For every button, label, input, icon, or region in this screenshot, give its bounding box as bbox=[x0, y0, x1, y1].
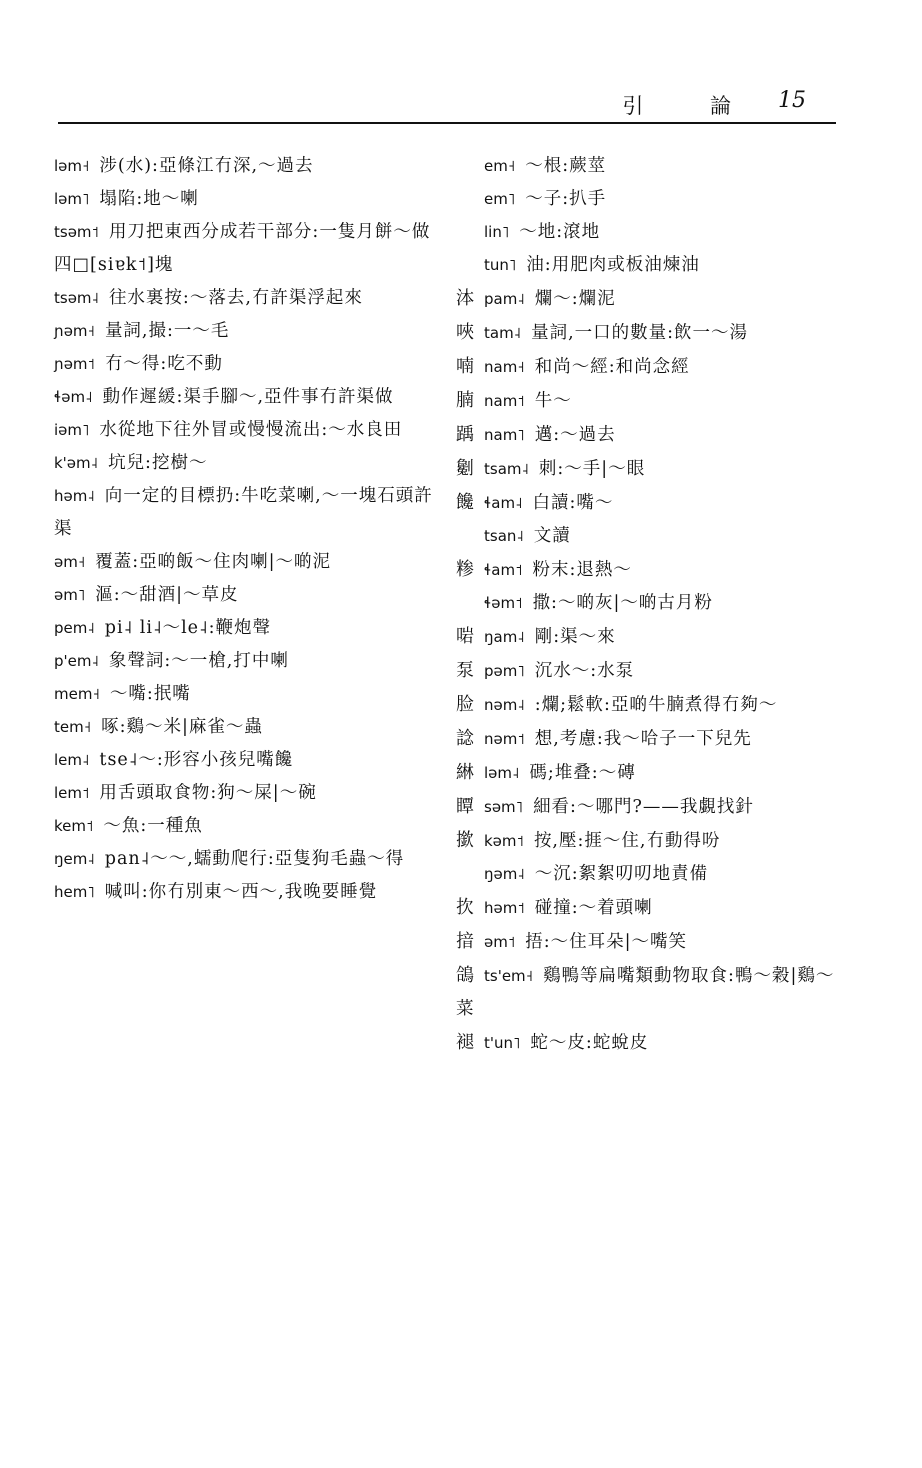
entry-definition: ～嘴:抿嘴 bbox=[109, 684, 191, 704]
entry-definition: 坑兒:挖樹～ bbox=[108, 453, 208, 473]
entry-character: 揞 bbox=[456, 931, 474, 952]
entry-definition: 碰撞:～着頭喇 bbox=[534, 898, 653, 918]
entry-character: 糁 bbox=[456, 559, 474, 580]
entry-definition: 動作遲緩:渠手腳～,亞件事冇許渠做 bbox=[102, 387, 394, 407]
entry-definition: 蛇～皮:蛇蛻皮 bbox=[530, 1033, 649, 1053]
entry-definition: pi˨ li˨～le˨:鞭炮聲 bbox=[104, 618, 272, 638]
entry-character: 劖 bbox=[456, 458, 474, 479]
entry-pronunciation: tsam˨ bbox=[484, 460, 529, 478]
dictionary-entry bbox=[456, 824, 838, 858]
entry-definition: 碼;堆叠:～磚 bbox=[529, 763, 636, 783]
entry-definition: 捂:～住耳朵|～嘴笑 bbox=[525, 932, 688, 952]
dictionary-entry bbox=[54, 546, 438, 579]
entry-pronunciation: pam˨ bbox=[484, 290, 525, 308]
dictionary-entry bbox=[456, 925, 838, 959]
dictionary-entry bbox=[54, 612, 438, 645]
dictionary-entry bbox=[456, 150, 838, 183]
dictionary-entry bbox=[54, 645, 438, 678]
entry-pronunciation: hem˥ bbox=[54, 883, 95, 901]
entry-character: 饞 bbox=[456, 492, 474, 513]
dictionary-entry bbox=[54, 777, 438, 810]
dictionary-entry bbox=[54, 810, 438, 843]
dictionary-entry bbox=[456, 350, 838, 384]
dictionary-entry bbox=[456, 316, 838, 350]
entry-definition: 粉末:退熱～ bbox=[532, 560, 632, 580]
dictionary-entry bbox=[456, 520, 838, 553]
entry-pronunciation: ɲəm˧ bbox=[54, 322, 95, 340]
entry-definition: 喊叫:你冇別東～西～,我晚要睡覺 bbox=[104, 882, 378, 902]
entry-definition: ～沉:絮絮叨叨地責備 bbox=[534, 864, 709, 884]
dictionary-entry bbox=[456, 249, 838, 282]
dictionary-entry bbox=[456, 654, 838, 688]
dictionary-entry bbox=[54, 711, 438, 744]
entry-definition: 牛～ bbox=[534, 391, 572, 411]
dictionary-entry bbox=[456, 282, 838, 316]
entry-pronunciation: lin˥ bbox=[484, 223, 510, 241]
entry-pronunciation: pem˨ bbox=[54, 619, 95, 637]
entry-pronunciation: ɬəm˨ bbox=[54, 388, 93, 406]
entry-pronunciation: nəm˨ bbox=[484, 696, 525, 714]
entry-pronunciation: lem˦ bbox=[54, 784, 90, 802]
entry-pronunciation: həm˦ bbox=[484, 899, 525, 917]
dictionary-entry bbox=[456, 384, 838, 418]
entry-pronunciation: pəm˥ bbox=[484, 662, 525, 680]
entry-pronunciation: tsəm˨ bbox=[54, 289, 99, 307]
entry-definition: 剛:渠～來 bbox=[534, 627, 616, 647]
entry-definition: tse˨～:形容小孩兒嘴饞 bbox=[99, 750, 294, 770]
dictionary-entry bbox=[54, 282, 438, 315]
dictionary-entry bbox=[54, 744, 438, 777]
entry-definition: 塌陷:地～喇 bbox=[99, 189, 199, 209]
dictionary-entry bbox=[54, 678, 438, 711]
entry-definition: ～根:蕨莖 bbox=[525, 156, 607, 176]
right-column bbox=[456, 150, 838, 1060]
entry-definition: ～地:滾地 bbox=[519, 222, 601, 242]
dictionary-entry bbox=[54, 183, 438, 216]
entry-pronunciation: em˥ bbox=[484, 190, 516, 208]
dictionary-entry bbox=[456, 790, 838, 824]
dictionary-entry bbox=[54, 315, 438, 348]
entry-pronunciation: iəm˥ bbox=[54, 421, 90, 439]
entry-definition: pan˨～～,蠕動爬行:亞隻狗毛蟲～得 bbox=[104, 849, 405, 869]
entry-pronunciation: p'em˨ bbox=[54, 652, 99, 670]
dictionary-entry bbox=[456, 452, 838, 486]
dictionary-entry bbox=[54, 381, 438, 414]
entry-pronunciation: nam˦ bbox=[484, 392, 525, 410]
entry-definition: 覆蓋:亞啲飯～住肉喇|～啲泥 bbox=[95, 552, 332, 572]
entry-definition: :爛;鬆軟:亞啲牛腩煮得冇夠～ bbox=[534, 695, 778, 715]
entry-pronunciation: mem˧ bbox=[54, 685, 100, 703]
dictionary-entry bbox=[456, 688, 838, 722]
entry-definition: 用刀把東西分成若干部分:一隻月餅～做四□[siɐk˦]塊 bbox=[54, 222, 431, 275]
entry-pronunciation: ɬam˨ bbox=[484, 494, 523, 512]
dictionary-entry bbox=[54, 414, 438, 447]
dictionary-entry bbox=[456, 959, 838, 1026]
entry-definition: 沉水～:水泵 bbox=[534, 661, 635, 681]
entry-character: 踽 bbox=[456, 424, 474, 445]
entry-pronunciation: ɲəm˦ bbox=[54, 355, 95, 373]
entry-pronunciation: əm˦ bbox=[484, 933, 516, 951]
entry-pronunciation: ɬəm˦ bbox=[484, 594, 523, 612]
entry-definition: 冇～得:吃不動 bbox=[104, 354, 223, 374]
entry-definition: 和尚～經:和尚念經 bbox=[534, 357, 690, 377]
entry-character: 瞫 bbox=[456, 796, 474, 817]
entry-pronunciation: kem˦ bbox=[54, 817, 94, 835]
dictionary-entry bbox=[456, 418, 838, 452]
dictionary-entry bbox=[456, 1026, 838, 1060]
entry-character: 綝 bbox=[456, 762, 474, 783]
entry-definition: 漚:～甜酒|～草皮 bbox=[95, 585, 239, 605]
entry-definition: 量詞,一口的數量:飲一～湯 bbox=[531, 323, 749, 343]
entry-pronunciation: ts'em˧ bbox=[484, 967, 534, 985]
entry-character: 扻 bbox=[456, 897, 474, 918]
dictionary-entry bbox=[456, 756, 838, 790]
entry-character: 啱 bbox=[456, 626, 474, 647]
dictionary-entry bbox=[456, 891, 838, 925]
entry-definition: ～子:扒手 bbox=[525, 189, 607, 209]
entry-character: 泍 bbox=[456, 288, 474, 309]
entry-pronunciation: həm˨ bbox=[54, 487, 95, 505]
entry-pronunciation: əm˧ bbox=[54, 553, 86, 571]
dictionary-entry bbox=[456, 620, 838, 654]
entry-definition: 爛～:爛泥 bbox=[534, 289, 616, 309]
entry-definition: ～魚:一種魚 bbox=[103, 816, 203, 836]
left-column bbox=[54, 150, 438, 909]
entry-definition: 按,壓:捱～住,冇動得吩 bbox=[533, 831, 721, 851]
entry-character: 鴿 bbox=[456, 965, 474, 986]
entry-definition: 邁:～過去 bbox=[534, 425, 616, 445]
entry-definition: 文讀 bbox=[533, 526, 571, 546]
entry-pronunciation: səm˥ bbox=[484, 798, 524, 816]
dictionary-entry bbox=[456, 587, 838, 620]
entry-pronunciation: tem˧ bbox=[54, 718, 92, 736]
dictionary-entry bbox=[54, 216, 438, 282]
entry-definition: 象聲詞:～一槍,打中喇 bbox=[108, 651, 289, 671]
entry-definition: 白讀:嘴～ bbox=[532, 493, 614, 513]
entry-pronunciation: ŋəm˨ bbox=[484, 865, 525, 883]
dictionary-entry bbox=[54, 480, 438, 546]
entry-pronunciation: əm˥ bbox=[54, 586, 86, 604]
dictionary-entry bbox=[54, 579, 438, 612]
entry-character: 撳 bbox=[456, 830, 474, 851]
entry-definition: 量詞,撮:一～毛 bbox=[104, 321, 230, 341]
entry-definition: 用舌頭取食物:狗～屎|～碗 bbox=[99, 783, 317, 803]
dictionary-entry bbox=[456, 216, 838, 249]
dictionary-entry bbox=[54, 447, 438, 480]
dictionary-entry bbox=[54, 876, 438, 909]
dictionary-entry bbox=[54, 150, 438, 183]
entry-character: 喃 bbox=[456, 356, 474, 377]
entry-pronunciation: nam˥ bbox=[484, 426, 525, 444]
entry-pronunciation: ŋam˨ bbox=[484, 628, 525, 646]
entry-pronunciation: nam˧ bbox=[484, 358, 525, 376]
entry-pronunciation: tsəm˦ bbox=[54, 223, 99, 241]
chapter-title: 引 論 bbox=[622, 94, 761, 118]
entry-definition: 鷄鴨等扁嘴類動物取食:鴨～穀|鷄～菜 bbox=[456, 966, 835, 1019]
entry-character: 脸 bbox=[456, 694, 474, 715]
entry-character: 泵 bbox=[456, 660, 474, 681]
entry-pronunciation: ləm˨ bbox=[484, 764, 520, 782]
entry-pronunciation: tsan˨ bbox=[484, 527, 524, 545]
entry-character: 腩 bbox=[456, 390, 474, 411]
entry-pronunciation: em˧ bbox=[484, 157, 516, 175]
entry-pronunciation: lem˨ bbox=[54, 751, 90, 769]
entry-definition: 涉(水):亞條江冇深,～過去 bbox=[99, 156, 314, 176]
entry-pronunciation: nəm˦ bbox=[484, 730, 525, 748]
entry-pronunciation: kəm˦ bbox=[484, 832, 524, 850]
entry-character: 唊 bbox=[456, 322, 474, 343]
dictionary-entry bbox=[54, 348, 438, 381]
entry-pronunciation: ɬam˦ bbox=[484, 561, 523, 579]
entry-definition: 刺:～手|～眼 bbox=[538, 459, 646, 479]
entry-definition: 向一定的目標扔:牛吃菜喇,～一塊石頭許渠 bbox=[54, 486, 433, 539]
entry-pronunciation: tun˥ bbox=[484, 256, 517, 274]
page-header bbox=[58, 82, 836, 124]
dictionary-entry bbox=[456, 858, 838, 891]
entry-pronunciation: ləm˥ bbox=[54, 190, 90, 208]
entry-definition: 往水裏按:～落去,冇許渠浮起來 bbox=[108, 288, 363, 308]
dictionary-entry bbox=[54, 843, 438, 876]
page-number: 15 bbox=[778, 88, 806, 113]
dictionary-entry bbox=[456, 722, 838, 756]
entry-definition: 水從地下往外冒或慢慢流出:～水良田 bbox=[99, 420, 403, 440]
entry-definition: 啄:鷄～米|麻雀～蟲 bbox=[101, 717, 263, 737]
entry-pronunciation: t'un˥ bbox=[484, 1034, 521, 1052]
entry-definition: 油:用肥肉或板油煉油 bbox=[526, 255, 700, 275]
dictionary-entry bbox=[456, 553, 838, 587]
entry-pronunciation: ləm˧ bbox=[54, 157, 90, 175]
entry-definition: 細看:～哪門?——我覷找針 bbox=[533, 797, 754, 817]
entry-pronunciation: k'əm˨ bbox=[54, 454, 99, 472]
entry-definition: 想,考慮:我～哈子一下兒先 bbox=[534, 729, 752, 749]
dictionary-entry bbox=[456, 183, 838, 216]
dictionary-entry bbox=[456, 486, 838, 520]
entry-pronunciation: tam˨ bbox=[484, 324, 522, 342]
entry-pronunciation: ŋem˨ bbox=[54, 850, 95, 868]
entry-character: 褪 bbox=[456, 1032, 474, 1053]
entry-character: 諗 bbox=[456, 728, 474, 749]
entry-definition: 撒:～啲灰|～啲古月粉 bbox=[532, 593, 713, 613]
